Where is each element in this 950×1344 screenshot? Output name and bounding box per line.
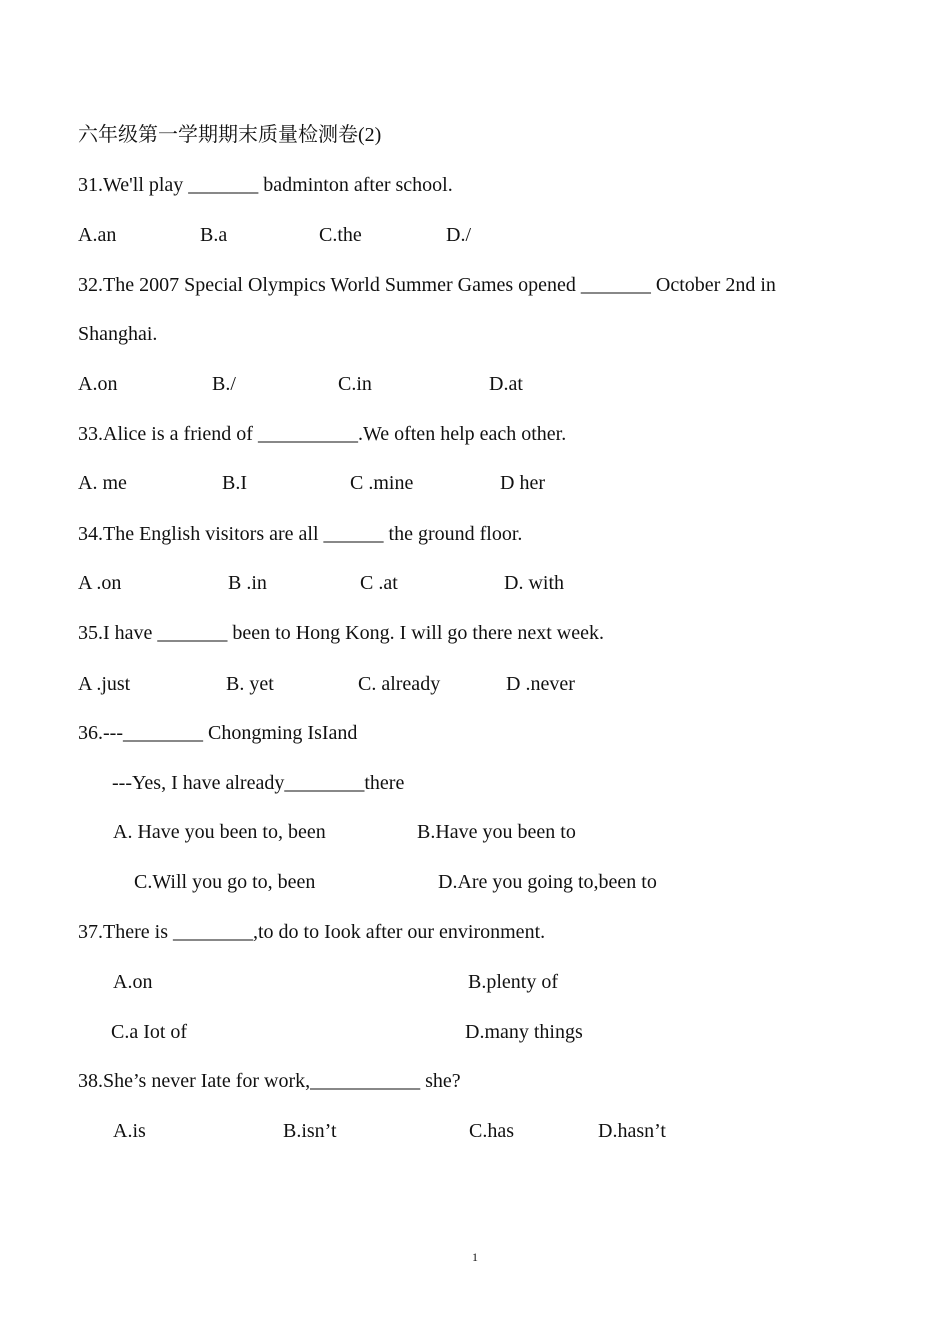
- question-35-option-c: C. already: [358, 673, 441, 695]
- question-33-option-a: A. me: [78, 472, 127, 494]
- question-34-option-d: D. with: [504, 572, 564, 594]
- question-35-stem: 35.I have _______ been to Hong Kong. I will go there next week.: [78, 622, 604, 644]
- question-34-option-a: A .on: [78, 572, 122, 594]
- question-31-option-a: A.an: [78, 224, 117, 246]
- page-number: 1: [472, 1250, 478, 1264]
- question-36-option-c: C.Will you go to, been: [134, 871, 316, 893]
- question-38-stem: 38.She’s never Iate for work,___________ she?: [78, 1070, 461, 1092]
- question-38-option-a: A.is: [113, 1120, 146, 1142]
- question-31-option-d: D./: [446, 224, 471, 246]
- question-33-option-c: C .mine: [350, 472, 414, 494]
- question-38-option-b: B.isn’t: [283, 1120, 337, 1142]
- question-31-stem: 31.We'll play _______ badminton after school.: [78, 174, 453, 196]
- question-37-option-b: B.plenty of: [468, 971, 558, 993]
- question-32-option-c: C.in: [338, 373, 372, 395]
- question-36-option-b: B.Have you been to: [417, 821, 576, 843]
- question-31-option-b: B.a: [200, 224, 228, 246]
- question-32-stem: 32.The 2007 Special Olympics World Summer Games opened _______ October 2nd in: [78, 274, 776, 296]
- question-33-stem: 33.Alice is a friend of __________.We often help each other.: [78, 423, 567, 445]
- question-35-option-b: B. yet: [226, 673, 274, 695]
- question-32-option-d: D.at: [489, 373, 523, 395]
- question-36-option-d: D.Are you going to,been to: [438, 871, 657, 893]
- question-36-stem: 36.---________ Chongming IsIand: [78, 722, 358, 744]
- page-title: 六年级第一学期期末质量检测卷(2): [78, 124, 382, 146]
- question-35-option-a: A .just: [78, 673, 131, 695]
- question-33-option-d: D her: [500, 472, 545, 494]
- question-37-option-a: A.on: [113, 971, 153, 993]
- question-34-stem: 34.The English visitors are all ______ the ground floor.: [78, 523, 523, 545]
- question-32-option-b: B./: [212, 373, 236, 395]
- question-37-option-c: C.a Iot of: [111, 1021, 188, 1043]
- question-37-option-d: D.many things: [465, 1021, 583, 1043]
- question-31-option-c: C.the: [319, 224, 362, 246]
- question-32-stem-continued: Shanghai.: [78, 323, 158, 345]
- question-37-stem: 37.There is ________,to do to Iook after our environment.: [78, 921, 546, 943]
- question-38-option-d: D.hasn’t: [598, 1120, 666, 1142]
- question-35-option-d: D .never: [506, 673, 575, 695]
- question-34-option-b: B .in: [228, 572, 267, 594]
- question-38-option-c: C.has: [469, 1120, 514, 1142]
- question-34-option-c: C .at: [360, 572, 398, 594]
- question-32-option-a: A.on: [78, 373, 118, 395]
- question-33-option-b: B.I: [222, 472, 247, 494]
- question-36-stem-continued: ---Yes, I have already________there: [112, 772, 405, 794]
- question-36-option-a: A. Have you been to, been: [113, 821, 326, 843]
